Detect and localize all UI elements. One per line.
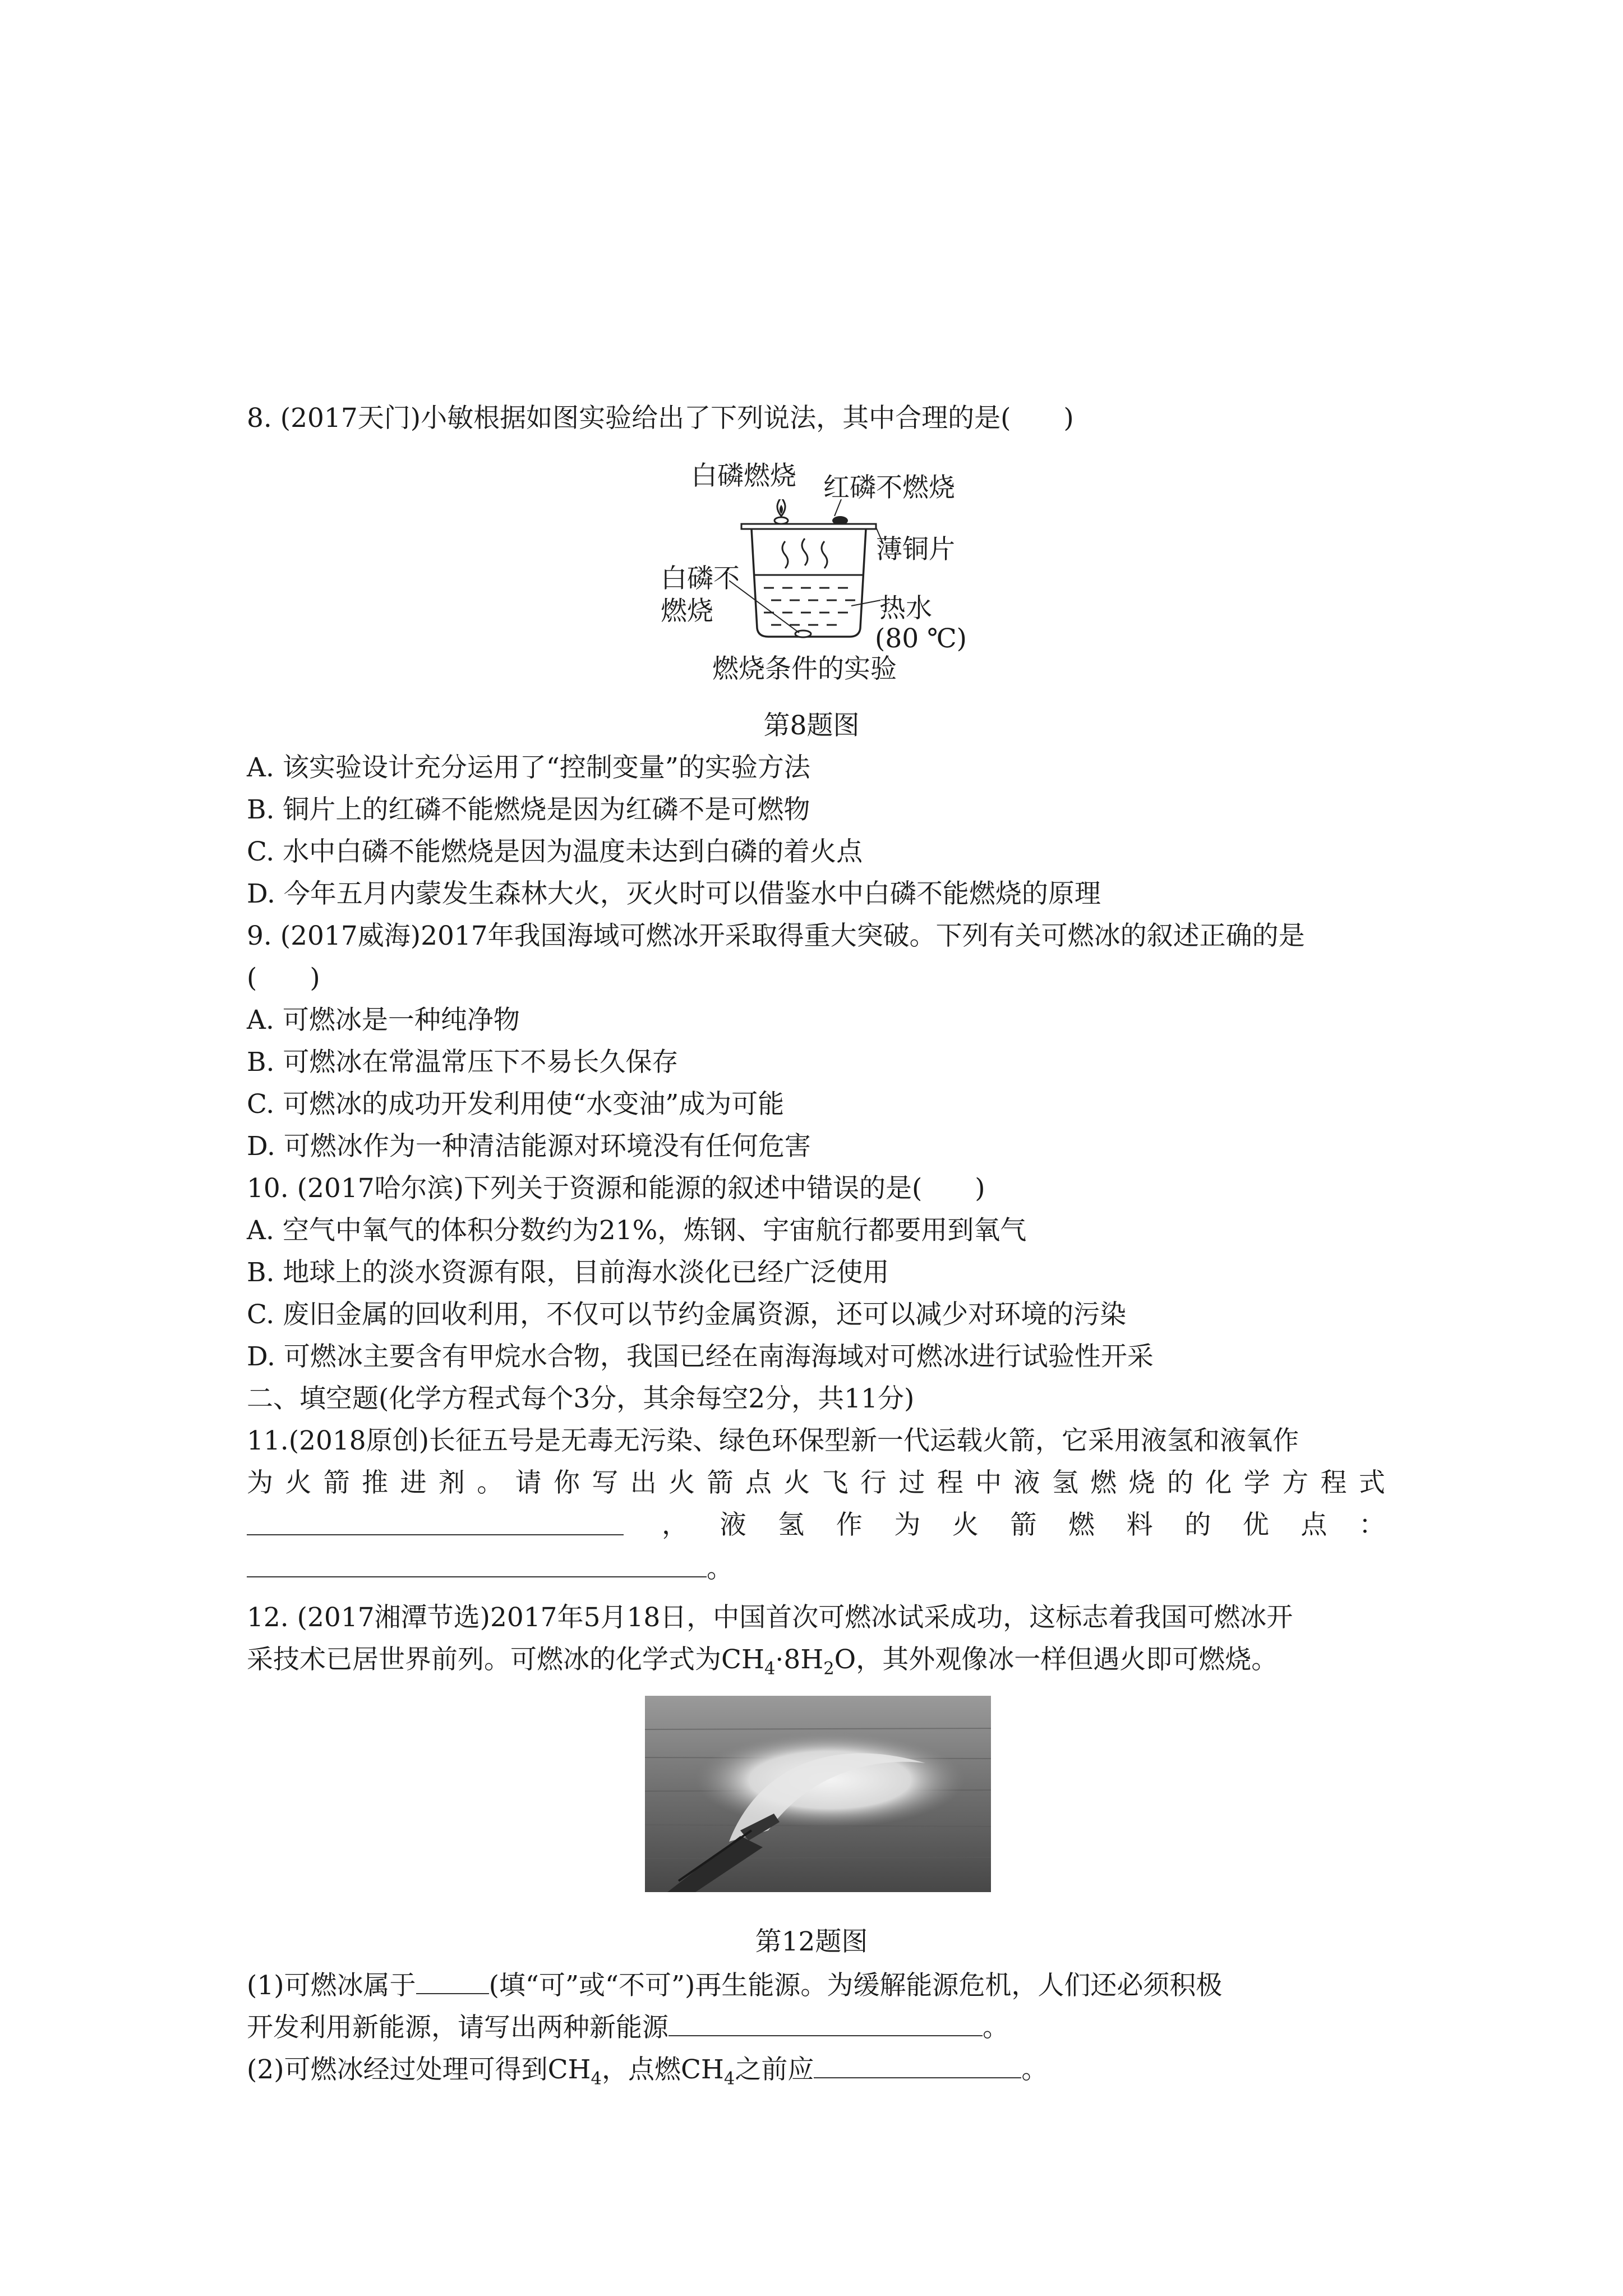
q11-line2-char: 箭	[323, 1467, 350, 1498]
label-white-phosphorus-water-1: 白磷不	[661, 563, 740, 594]
label-red-phosphorus: 红磷不燃烧	[823, 472, 955, 503]
q11-line2-char: 火	[668, 1467, 695, 1498]
q12-line2: 采技术已居世界前列。可燃冰的化学式为$CH_4\cdot 8H_2O$，其外观像冰一样但遇火即可燃烧。	[247, 1644, 1278, 1679]
q11-line2-char: 。	[477, 1467, 504, 1498]
q8-option-c: C. 水中白磷不能燃烧是因为温度未达到白磷的着火点	[247, 836, 863, 867]
q11-line2-char: 氢	[1052, 1467, 1078, 1498]
label-hot-water: 热水	[879, 593, 932, 624]
q11-line3-char: 燃	[1068, 1510, 1095, 1540]
q11-line2-char: 行	[860, 1467, 887, 1498]
q11-line1: 11.(2018原创)长征五号是无毒无污染、绿色环保型新一代运载火箭，它采用液氢和液氧作	[247, 1425, 1299, 1456]
beaker-diagram	[729, 499, 897, 656]
q9-option-b: B. 可燃冰在常温常压下不易长久保存	[247, 1047, 679, 1078]
q11-line2-char: 为	[247, 1467, 273, 1498]
q8-option-d: D. 今年五月内蒙发生森林大火，灭火时可以借鉴水中白磷不能燃烧的原理	[247, 878, 1101, 909]
label-white-phosphorus-burning: 白磷燃烧	[691, 461, 796, 491]
q11-line3-char: 液	[720, 1510, 746, 1540]
q11-line3-char: 作	[836, 1510, 863, 1540]
label-temperature: (80 ℃)	[875, 623, 967, 654]
q11-line3-char: 的	[1184, 1510, 1211, 1540]
q9-option-d: D. 可燃冰作为一种清洁能源对环境没有任何危害	[247, 1131, 811, 1162]
q11-line2-char: 剂	[438, 1467, 465, 1498]
q11-line2-char: 火	[285, 1467, 312, 1498]
q11-line3-char: 料	[1126, 1510, 1153, 1540]
q11-line4	[247, 1554, 733, 1582]
q8-option-a: A. 该实验设计充分运用了“控制变量”的实验方法	[247, 752, 810, 783]
q11-line3	[662, 1512, 1385, 1538]
label-copper-sheet: 薄铜片	[876, 534, 955, 565]
q11-line3-char: 为	[894, 1510, 921, 1540]
q11-line3-char: ：	[1358, 1510, 1385, 1540]
q11-line2-char: 的	[1167, 1467, 1193, 1498]
q10-option-d: D. 可燃冰主要含有甲烷水合物，我国已经在南海海域对可燃冰进行试验性开采	[247, 1341, 1154, 1372]
q10-option-b: B. 地球上的淡水资源有限，目前海水淡化已经广泛使用	[247, 1257, 889, 1288]
q11-line2-char: 请	[515, 1467, 542, 1498]
q9-stem: 9. (2017威海)2017年我国海域可燃冰开采取得重大突破。下列有关可燃冰的叙述正确的是	[247, 921, 1305, 951]
label-white-phosphorus-water-2: 燃烧	[661, 596, 713, 627]
q11-line2-char: 燃	[1090, 1467, 1117, 1498]
section-heading: 二、填空题(化学方程式每个3分，其余每空2分，共11分)	[247, 1383, 915, 1414]
q10-option-a: A. 空气中氧气的体积分数约为21%，炼钢、宇宙航行都要用到氧气	[247, 1215, 1027, 1246]
q11-line3-char: 火	[952, 1510, 979, 1540]
q11-line2-char: 式	[1358, 1467, 1385, 1498]
q12-blank-renewable[interactable]	[416, 1971, 489, 1994]
q11-line2-char: 中	[975, 1467, 1002, 1498]
q9-option-c: C. 可燃冰的成功开发利用使“水变油”成为可能	[247, 1089, 785, 1120]
q9-option-a: A. 可燃冰是一种纯净物	[247, 1005, 520, 1036]
q8-option-b: B. 铜片上的红磷不能燃烧是因为红磷不是可燃物	[247, 794, 810, 825]
q11-line2-char: 化	[1205, 1467, 1232, 1498]
q12-figure-caption: 第12题图	[755, 1926, 868, 1957]
q11-line2-char: 箭	[707, 1467, 734, 1498]
q12-blank-new-energy[interactable]	[668, 2013, 983, 2036]
gas-hydrate-burning-photo	[645, 1696, 991, 1892]
q11-line2-char: 液	[1013, 1467, 1040, 1498]
q11-line2-char: 程	[937, 1467, 963, 1498]
q11-line2-char: 进	[400, 1467, 427, 1498]
q11-line4-end: 。	[707, 1553, 733, 1584]
white-phosphorus-top	[774, 517, 788, 524]
copper-sheet	[741, 524, 876, 529]
q12-part1-line1: (1)可燃冰属于 (填“可”或“不可”)再生能源。为缓解能源危机，人们还必须积极	[247, 1970, 1223, 2001]
q11-line3-char: 优	[1242, 1510, 1269, 1540]
q10-option-c: C. 废旧金属的回收利用，不仅可以节约金属资源，还可以减少对环境的污染	[247, 1299, 1127, 1330]
q11-blank-advantage[interactable]	[247, 1554, 707, 1577]
q11-line3-char: ，	[662, 1510, 688, 1540]
q11-line2	[247, 1467, 1385, 1498]
beaker	[751, 529, 866, 637]
q11-line2-char: 学	[1243, 1467, 1270, 1498]
q11-line3-char: 点	[1301, 1510, 1327, 1540]
q11-line2-char: 方	[1282, 1467, 1309, 1498]
q11-line3-char: 箭	[1010, 1510, 1037, 1540]
q11-line2-char: 程	[1320, 1467, 1347, 1498]
q11-line2-char: 出	[630, 1467, 657, 1498]
q9-paren: ( )	[247, 963, 320, 993]
q11-line3-char: 氢	[778, 1510, 805, 1540]
q11-line2-char: 点	[745, 1467, 772, 1498]
q12-part2: (2)可燃冰经过处理可得到$CH_4$，点燃$CH_4$之前应 。	[247, 2054, 1048, 2089]
q11-line2-char: 火	[783, 1467, 810, 1498]
q8-figure-caption: 第8题图	[763, 710, 860, 741]
q11-blank-equation[interactable]	[247, 1512, 624, 1540]
q12-blank-before-ignite[interactable]	[814, 2055, 1021, 2078]
q11-line2-char: 推	[362, 1467, 389, 1498]
figure-title: 燃烧条件的实验	[712, 654, 897, 684]
q11-line2-char: 飞	[822, 1467, 849, 1498]
q12-part1-line2: 开发利用新能源，请写出两种新能源 。	[247, 2012, 1009, 2043]
q11-line2-char: 过	[898, 1467, 925, 1498]
q8-stem: 8. (2017天门)小敏根据如图实验给出了下列说法，其中合理的是( )	[247, 403, 1074, 434]
q10-stem: 10. (2017哈尔滨)下列关于资源和能源的叙述中错误的是( )	[247, 1173, 985, 1204]
q11-line2-char: 你	[554, 1467, 580, 1498]
q11-line2-char: 写	[592, 1467, 619, 1498]
q11-line2-char: 烧	[1128, 1467, 1155, 1498]
q12-line1: 12. (2017湘潭节选)2017年5月18日，中国首次可燃冰试采成功，这标志着我国可燃冰开	[247, 1602, 1293, 1633]
water-lines	[764, 588, 855, 625]
